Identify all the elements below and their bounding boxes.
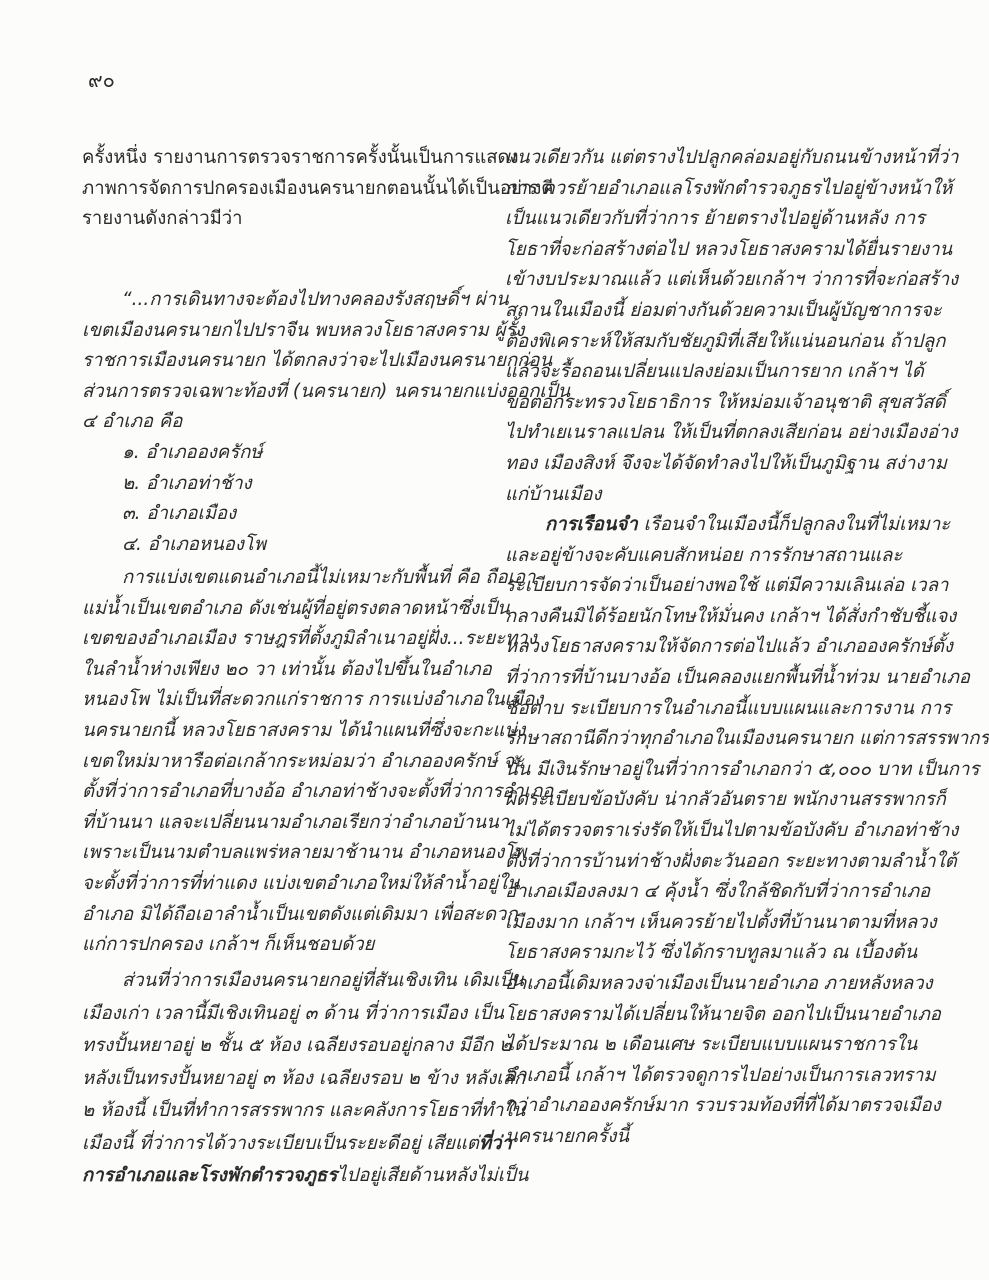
district-boundary-paragraph <box>82 563 554 961</box>
text-line: ทรงปั้นหยาอยู่ ๒ ชั้น ๕ ห้อง เฉลียงรอบอยู่กลาง มีอีก ๒ <box>82 1035 512 1056</box>
text-line: อำเภอ มิได้ถือเอาลำน้ำเป็นเขตดังแต่เดิมมา เพื่อสะดวก <box>82 903 518 925</box>
text-line: เมืองเก่า เวลานี้มีเชิงเทินอยู่ ๓ ด้าน ที่ว่าการเมือง เป็น <box>82 1002 504 1024</box>
text-line: เป็นแนวเดียวกับที่ว่าการ ย้ายตรางไปอยู่ด้านหลัง การ <box>505 208 926 230</box>
text-line: นครนายกนี้ หลวงโยธาสงคราม ได้นำแผนที่ซึ่งจะกะแบ่ง <box>82 719 526 741</box>
text-line: ที่บ้านนา แลจะเปลี่ยนนามอำเภอเรียกว่าอำเภอบ้านนา <box>82 811 510 833</box>
text-line: ส่วนการตรวจเฉพาะท้องที่ (นครนายก) นครนายกแบ่งออกเป็น <box>82 380 571 402</box>
text-line: ๔ อำเภอ คือ <box>82 411 183 433</box>
text-line <box>82 1128 512 1161</box>
text-line: ๒ ห้องนี้ เป็นที่ทำการสรรพากร และคลังการโยธาที่ทำใน <box>82 1100 526 1121</box>
intro-paragraph <box>82 143 554 235</box>
text-line: กว่าอำเภอองครักษ์มาก รวบรวมท้องที่ที่ได้มาตรวจเมือง <box>505 1095 941 1117</box>
text-line: ราชการเมืองนครนายก ได้ตกลงว่าจะไปเมืองนครนายกก่อน <box>82 350 553 372</box>
text-line: ที่ว่าการที่บ้านบางอ้อ เป็นคลองแยกพื้นที่น้ำท่วม นายอำเภอ <box>505 666 971 688</box>
text-line: ได้ประมาณ ๒ เดือนเศษ ระเบียบแบบแผนราชการใน <box>505 1034 918 1056</box>
text-line: อำเภอเมืองลงมา ๔ คุ้งน้ำ ซึ่งใกล้ชิดกับที่ว่าการอำเภอ <box>505 881 931 903</box>
text-line: อำเภอนี้เดิมหลวงจ่าเมืองเป็นนายอำเภอ ภายหลังหลวง <box>505 972 933 994</box>
text-line: โยธาที่จะก่อสร้างต่อไป หลวงโยธาสงครามได้ยื่นรายงาน <box>505 238 953 260</box>
text-line: รักษาสถานีดีกว่าทุกอำเภอในเมืองนครนายก แต่การสรรพากร <box>505 728 989 750</box>
text-line: ระเบียบการจัดว่าเป็นอย่างพอใช้ แต่มีความเลินเล่อ เวลา <box>505 575 949 597</box>
text-line: ๑. อำเภอองครักษ์ <box>122 442 263 463</box>
bold-text: การอำเภอและโรงพักตำรวจภูธร <box>82 1165 338 1186</box>
text-line: เข้างบประมาณแล้ว แต่เห็นด้วยเกล้าฯ ว่าการที่จะก่อสร้าง <box>505 269 959 291</box>
text-line: แนวเดียวกัน แต่ตรางไปปลูกคล่อมอยู่กับถนนข้างหน้าที่ว่า <box>505 147 959 168</box>
text-line: นั้น มีเงินรักษาอยู่ในที่ว่าการอำเภอกว่า ๕,๐๐๐ บาท เป็นการ <box>505 758 980 780</box>
text-line: ส่วนที่ว่าการเมืองนครนายกอยู่ที่สันเชิงเทิน เดิมเป็น <box>122 970 524 991</box>
text-line: หนองโพ ไม่เป็นที่สะดวกแก่ราชการ การแบ่งอำเภอในเมือง <box>82 689 544 711</box>
quote-paragraph <box>82 285 571 438</box>
text-line: ผิดระเบียบข้อบังคับ น่ากลัวอันตราย พนักงานสรรพากรก็ <box>505 789 946 811</box>
text-line: ๓. อำเภอเมือง <box>122 503 237 525</box>
text-line: แก่บ้านเมือง <box>505 483 602 505</box>
text-line: ทอง เมืองสิงห์ จึงจะได้จัดทำลงไปให้เป็นภูมิฐาน สง่างาม <box>505 452 947 474</box>
text-line: โยธาสงครามได้เปลี่ยนให้นายจิต ออกไปเป็นนายอำเภอ <box>505 1003 941 1025</box>
text-line: ๔. อำเภอหนองโพ <box>122 533 267 555</box>
text-line: นครนายกครั้งนี้ <box>505 1125 630 1147</box>
text-line: ๒. อำเภอท่าช้าง <box>122 472 252 494</box>
text-line: ในลำน้ำห่างเพียง ๒๐ วา เท่านั้น ต้องไปขึ้นในอำเภอ <box>82 658 492 680</box>
text-segment: เมืองนี้ ที่ว่าการได้วางระเบียบเป็นระยะดีอยู่ เสียแต่ <box>82 1132 479 1154</box>
page-number: ๙๐ <box>88 68 115 92</box>
text-line: ไม่ได้ตรวจตราเร่งรัดให้เป็นไปตามข้อบังคับ อำเภอท่าช้าง <box>505 819 959 841</box>
text-line: “...การเดินทางจะต้องไปทางคลองรังสฤษดิ์ฯ ผ่าน <box>122 289 509 310</box>
text-line: แล้วจะรื้อถอนเปลี่ยนแปลงย่อมเป็นการยาก เกล้าฯ ได้ <box>505 361 924 383</box>
text-line: หลวงโยธาสงครามให้จัดการต่อไปแล้ว อำเภอองครักษ์ตั้ง <box>505 636 953 658</box>
bold-text: ที่ว่า <box>478 1132 512 1154</box>
text-line: เพราะเป็นนามตำบลแพร่หลายมาช้านาน อำเภอหนองโพ <box>82 842 527 864</box>
text-line: ชื่อตาบ ระเบียบการในอำเภอนี้แบบแผนและการงาน การ <box>505 697 952 719</box>
text-line: เขตของอำเภอเมือง ราษฎรที่ตั้งภูมิลำเนาอยู่ฝั่ง...ระยะทาง <box>82 628 537 650</box>
text-line: รายงานดังกล่าวมีว่า <box>82 208 243 230</box>
text-segment: เรือนจำในเมืองนี้ก็ปลูกลงในที่ไม่เหมาะ <box>637 514 951 535</box>
text-line: เขตใหม่มาหารือต่อเกล้ากระหม่อมว่า อำเภอองครักษ์ จะ <box>82 750 525 772</box>
text-line: ไปทำเยเนราลแปลน ให้เป็นที่ตกลงเสียก่อน อย่างเมืองอ่าง <box>505 422 958 444</box>
text-line <box>505 510 951 541</box>
text-line: ครั้งหนึ่ง รายงานการตรวจราชการครั้งนั้นเป็นการแสดง <box>82 147 519 168</box>
text-line: สถานในเมืองนี้ ย่อมต่างกันด้วยความเป็นผู้บัญชาการจะ <box>505 299 942 321</box>
bold-text: การเรือนจำ <box>545 514 638 535</box>
prison-paragraph <box>505 510 989 1152</box>
district-list <box>82 438 463 560</box>
text-line: หลังเป็นทรงปั้นหยาอยู่ ๓ ห้อง เฉลียงรอบ ๒ ข้าง หลังเล็ก <box>82 1067 526 1089</box>
text-line: จะตั้งที่ว่าการที่ท่าแดง แบ่งเขตอำเภอใหม่ให้ลำน้ำอยู่ใน <box>82 872 520 894</box>
text-line: เขตเมืองนครนายกไปปราจีน พบหลวงโยธาสงคราม ผู้รั้ง <box>82 319 525 341</box>
text-line: ต้องพิเคราะห์ให้สมกับชัยภูมิที่เสียให้แน่นอนก่อน ถ้าปลูก <box>505 330 946 352</box>
text-line: โยธาสงครามกะไว้ ซึ่งได้กราบทูลมาแล้ว ณ เบื้องต้น <box>505 942 918 964</box>
text-line: เมืองมาก เกล้าฯ เห็นควรย้ายไปตั้งที่บ้านนาตามที่หลวง <box>505 911 937 933</box>
text-line: ตั้งที่ว่าการบ้านท่าช้างฝั่งตะวันออก ระยะทางตามลำน้ำใต้ <box>505 850 957 872</box>
text-line: การแบ่งเขตแดนอำเภอนี้ไม่เหมาะกับพื้นที่ คือ ถือเอา <box>122 567 536 588</box>
text-line: แก่การปกครอง เกล้าฯ ก็เห็นชอบด้วย <box>82 934 375 956</box>
town-hall-paragraph <box>82 965 529 1193</box>
text-line: และอยู่ข้างจะคับแคบสักหน่อย การรักษาสถานและ <box>505 544 903 566</box>
text-segment: ไปอยู่เสียด้านหลังไม่เป็น <box>337 1165 529 1186</box>
text-line: ตั้งที่ว่าการอำเภอที่บางอ้อ อำเภอท่าช้างจะตั้งที่ว่าการอำเภอ <box>82 781 554 803</box>
continued-paragraph <box>505 143 959 510</box>
text-line: ขอต่อกระทรวงโยธาธิการ ให้หม่อมเจ้าอนุชาติ สุขสวัสดิ์ <box>505 391 946 413</box>
text-line <box>82 1160 529 1193</box>
text-line: การ ควรย้ายอำเภอแลโรงพักตำรวจภูธรไปอยู่ข้างหน้าให้ <box>505 177 953 199</box>
text-line: กลางคืนมิได้ร้อยนักโทษให้มั่นคง เกล้าฯ ได้สั่งกำชับชี้แจง <box>505 605 957 627</box>
text-line: อำเภอนี้ เกล้าฯ ได้ตรวจดูการไปอย่างเป็นการเลวทราม <box>505 1064 936 1086</box>
text-line: ภาพการจัดการปกครองเมืองนครนายกตอนนั้นได้เป็นอย่างดี <box>82 177 554 199</box>
text-line: แม่น้ำเป็นเขตอำเภอ ดังเช่นผู้ที่อยู่ตรงตลาดหน้าซึ่งเป็น <box>82 597 510 619</box>
